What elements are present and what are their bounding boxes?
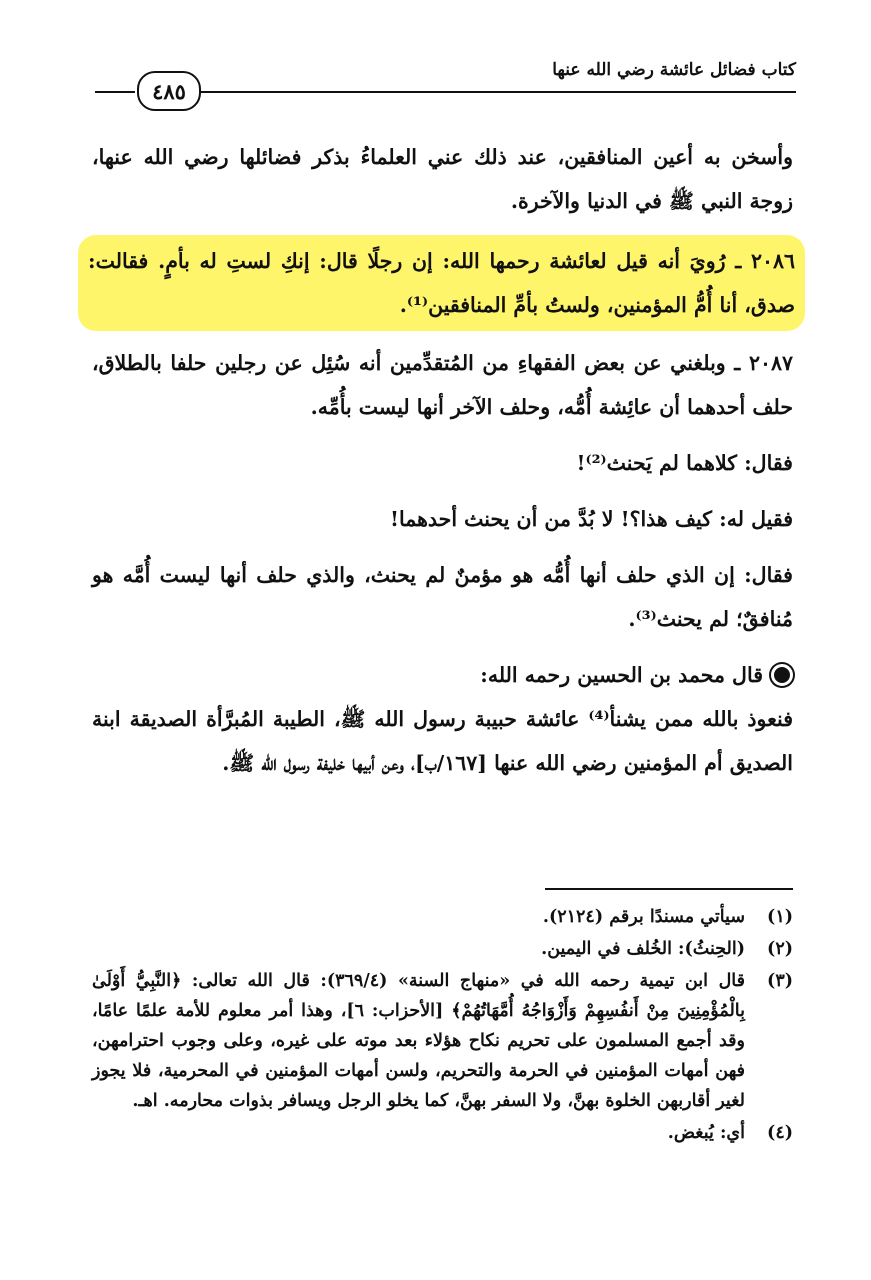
page-number: ٤٨٥ (137, 71, 201, 111)
footnote-number: (٢) (767, 939, 793, 959)
footnote (92, 1118, 793, 1148)
footnote (92, 902, 793, 932)
footnote-number: (٤) (767, 1123, 793, 1143)
paragraph-question: فقيل له: كيف هذا؟! لا بُدَّ من أن يحنث أحدهما! (389, 507, 793, 531)
footnotes (92, 902, 793, 1150)
bullet-icon (771, 664, 793, 686)
paragraph-answer-1: فقال: كلاهما لم يَحنث⁽²⁾! (576, 451, 793, 475)
footnote-text: سيأتي مسندًا برقم (٢١٢٤). (542, 907, 745, 927)
section-heading-text: قال محمد بن الحسين رحمه الله: (480, 663, 763, 687)
paragraph-2086: ٢٠٨٦ ـ رُويَ أنه قيل لعائشة رحمها الله: إن رجلًا قال: إنكِ لستِ له بأمٍ. فقالت: صدق، أنا أُمُّ المؤمنين، ولستُ بأمِّ المنافقين⁽¹⁾. (88, 249, 795, 317)
header-rule-left (95, 91, 135, 93)
footnote-text: قال ابن تيمية رحمه الله في «منهاج السنة» (٣٦٩/٤): قال الله تعالى: ﴿النَّبِيُّ أَوْلَىٰ بِالْمُؤْمِنِينَ مِنْ أَنفُسِهِمْ وَأَزْوَاجُهُ أُمَّهَاتُهُمْ﴾ [الأحزاب: ٦]، وهذا أمر معلوم للأمة علمًا عامًا، وقد أجمع المسلمون على تحريم نكاح هؤلاء بعد موته على غيره، وعلى وجوب احترامهن، فهن أمهات المؤمنين في الحرمة والتحريم، ولسن أمهات المؤمنين في المحرمية، فلا يجوز لغير أقاربهن الخلوة بهنَّ، ولا السفر بهنَّ، كما يخلو الرجل ويسافر بذوات محارمه. اهـ. (92, 971, 745, 1111)
footnote (92, 966, 793, 1116)
paragraph-1: وأسخن به أعين المنافقين، عند ذلك عني العلماءُ بذكر فضائلها رضي الله عنها، زوجة النبي ﷺ في الدنيا والآخرة. (92, 145, 793, 213)
header-rule-right (201, 91, 796, 93)
book-title: كتاب فضائل عائشة رضي الله عنها (552, 60, 796, 80)
footnote-text: (الحِنثُ): الخُلف في اليمين. (541, 939, 745, 959)
footnote-separator (545, 888, 793, 890)
paragraph-2087: ٢٠٨٧ ـ وبلغني عن بعض الفقهاءِ من المُتقدِّمين أنه سُئِل عن رجلين حلفا بالطلاق، حلف أحدهما أن عائِشة أُمُّه، وحلف الآخر أنها ليست بأُمِّه. (92, 351, 793, 419)
footnote (92, 934, 793, 964)
paragraph-closing: فنعوذ بالله ممن يشنأ⁽⁴⁾ عائشة حبيبة رسول الله ﷺ، الطيبة المُبرَّأة الصديقة ابنة الصديق أم المؤمنين رضي الله عنها [١٦٧/ب]، وعن أبيها خليفة رسول الله ﷺ. (92, 707, 794, 775)
footnote-text: أي: يُبغض. (667, 1123, 745, 1143)
section-heading (92, 653, 793, 697)
highlighted-passage (78, 235, 805, 331)
footnote-number: (١) (767, 907, 793, 927)
main-text (88, 135, 795, 797)
footnote-number: (٣) (767, 971, 793, 991)
page-header (95, 60, 796, 120)
paragraph-answer-2: فقال: إن الذي حلف أنها أُمُّه هو مؤمنٌ لم يحنث، والذي حلف أنها ليست أُمَّه هو مُنافقٌ؛ لم يحنث⁽³⁾. (92, 563, 793, 631)
